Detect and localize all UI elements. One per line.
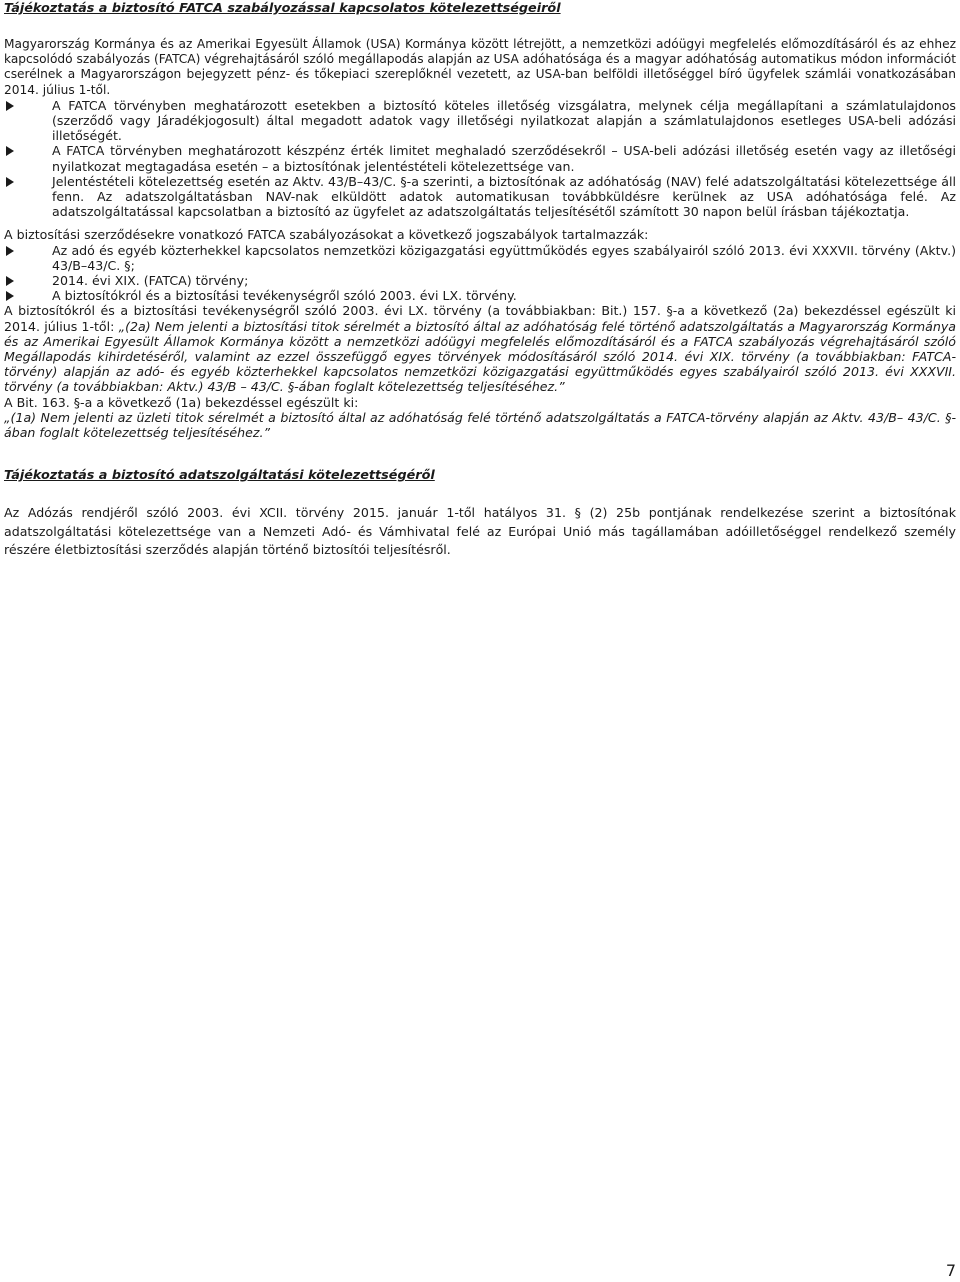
arrow-bullet-icon [6, 177, 14, 187]
list-item-text: A FATCA törvényben meghatározott készpénz érték limitet meghaladó szerződésekről – USA-beli adózási illetőség esetén vagy az illetőségi nyilatkozat megtagadása esetén – a biztosítónak jelentéstételi kötelezettsége van. [52, 143, 956, 174]
amendment-quote: „(2a) Nem jelenti a biztosítási titok sérelmét a biztosító által az adóhatóság felé történő adatszolgáltatás a Magyarország Kormánya és az Amerikai Egyesült Államok Kormánya között a nemzetközi adóügyi megfelelés előmozdításáról és a FATCA szabályozás végrehajtásáról szóló Megállapodás kihirdetéséről, valamint az ezzel összefüggő egyes törvények módosításáról szóló 2014. évi XIX. törvény (a továbbiakban: FATCA-törvény) alapján az adó- és egyéb közterhekkel kapcsolatos nemzetközi közigazgatási együttműködés egyes szabályairól szóló 2013. évi XXXVII. törvény (a továbbiakban: Aktv.) 43/B – 43/C. §-ában foglalt kötelezettség teljesítéséhez.” [4, 318, 956, 395]
bit-163-quote-paragraph [4, 410, 956, 440]
list-item [4, 98, 956, 144]
arrow-bullet-icon [6, 246, 14, 256]
arrow-bullet-icon [6, 101, 14, 111]
list-item [4, 288, 956, 303]
list-item-text: Jelentéstételi kötelezettség esetén az Aktv. 43/B–43/C. §-a szerinti, a biztosítónak az adóhatóság (NAV) felé adatszolgáltatási kötelezettsége áll fenn. Az adatszolgáltatásban NAV-nak elküldött adatok automatikusan továbbküldésre kerülnek az USA adóhatósága felé. Az adatszolgáltatással kapcsolatban a biztosító az ügyfelet az adatszolgáltatás teljesítésétől számított 30 napon belül írásban tájékoztatja. [52, 173, 956, 220]
fatca-section-title: Tájékoztatás a biztosító FATCA szabályozással kapcsolatos kötelezettségeiről [4, 1, 561, 16]
list-item-text: Az adó és egyéb közterhekkel kapcsolatos nemzetközi közigazgatási együttműködés egyes szabályairól szóló 2013. évi XXXVII. törvény (Aktv.) 43/B–43/C. §; [52, 242, 956, 273]
list-item [4, 273, 956, 288]
bit-163-intro: A Bit. 163. §-a a következő (1a) bekezdéssel egészült ki: [4, 394, 359, 410]
amendment-quote: „(1a) Nem jelenti az üzleti titok sérelmét a biztosító által az adóhatóság felé történő adatszolgáltatás a FATCA-törvény alapján az Aktv. 43/B– 43/C. §-ában foglalt kötelezettség teljesítéséhez.” [4, 409, 956, 441]
arrow-bullet-icon [6, 146, 14, 156]
data-reporting-paragraph: Az Adózás rendjéről szóló 2003. évi XCII. törvény 2015. január 1-től hatályos 31. § (2) 25b pontjának rendelkezése szerint a biztosítónak adatszolgáltatási kötelezettsége van a Nemzeti Adó- és Vámhivatal felé az Európai Unió más tagállamában adóilletőséggel rendelkező személy részére életbiztosítási szerződés alapján történő biztosítói teljesítésről. [4, 505, 956, 558]
list-item-text: A biztosítókról és a biztosítási tevékenységről szóló 2003. évi LX. törvény. [52, 288, 517, 304]
laws-intro-text: A biztosítási szerződésekre vonatkozó FATCA szabályozásokat a következő jogszabályok tartalmazzák: [4, 227, 649, 243]
data-reporting-section-title: Tájékoztatás a biztosító adatszolgáltatási kötelezettségéről [4, 468, 435, 484]
page-number: 7 [945, 1261, 956, 1280]
amendment-text: A biztosítókról és a biztosítási tevékenységről szóló 2003. évi LX. törvény (a továbbiakban: Bit.) 157. §-a a következő (2a) bekezdéssel egészült ki 2014. július 1-től: [4, 303, 956, 334]
laws-list [4, 243, 956, 304]
list-item-text: A FATCA törvényben meghatározott esetekben a biztosító köteles illetőség vizsgálatra, melynek célja megállapítani a számlatulajdonos (szerződő vagy Járadékjogosult) által megadott adatok vagy illetőségi nyilatkozat alapján a számlatulajdonos esetleges USA-beli adózási illetőségét. [52, 97, 956, 144]
list-item [4, 174, 956, 220]
list-item-text: 2014. évi XIX. (FATCA) törvény; [52, 273, 249, 289]
list-item [4, 243, 956, 273]
document-page [4, 0, 956, 560]
list-item [4, 143, 956, 173]
bit-amendment-paragraph [4, 303, 956, 394]
fatca-intro-paragraph: Magyarország Kormánya és az Amerikai Egyesült Államok (USA) Kormánya között létrejött, a nemzetközi adóügyi megfelelés előmozdításáról és az ehhez kapcsolódó szabályozás (FATCA) végrehajtásáról szóló megállapodás alapján az USA adóhatósága és a magyar adóhatóság automatikus módon információt cserélnek a Magyarországon bejegyzett pénz- és tőkepiaci szereplőknél vezetett, az USA-ban belföldi illetőséggel bíró ügyfelek számlái vonatkozásában 2014. július 1-től. [4, 37, 956, 97]
arrow-bullet-icon [6, 276, 14, 286]
fatca-obligations-list [4, 98, 956, 220]
arrow-bullet-icon [6, 291, 14, 301]
